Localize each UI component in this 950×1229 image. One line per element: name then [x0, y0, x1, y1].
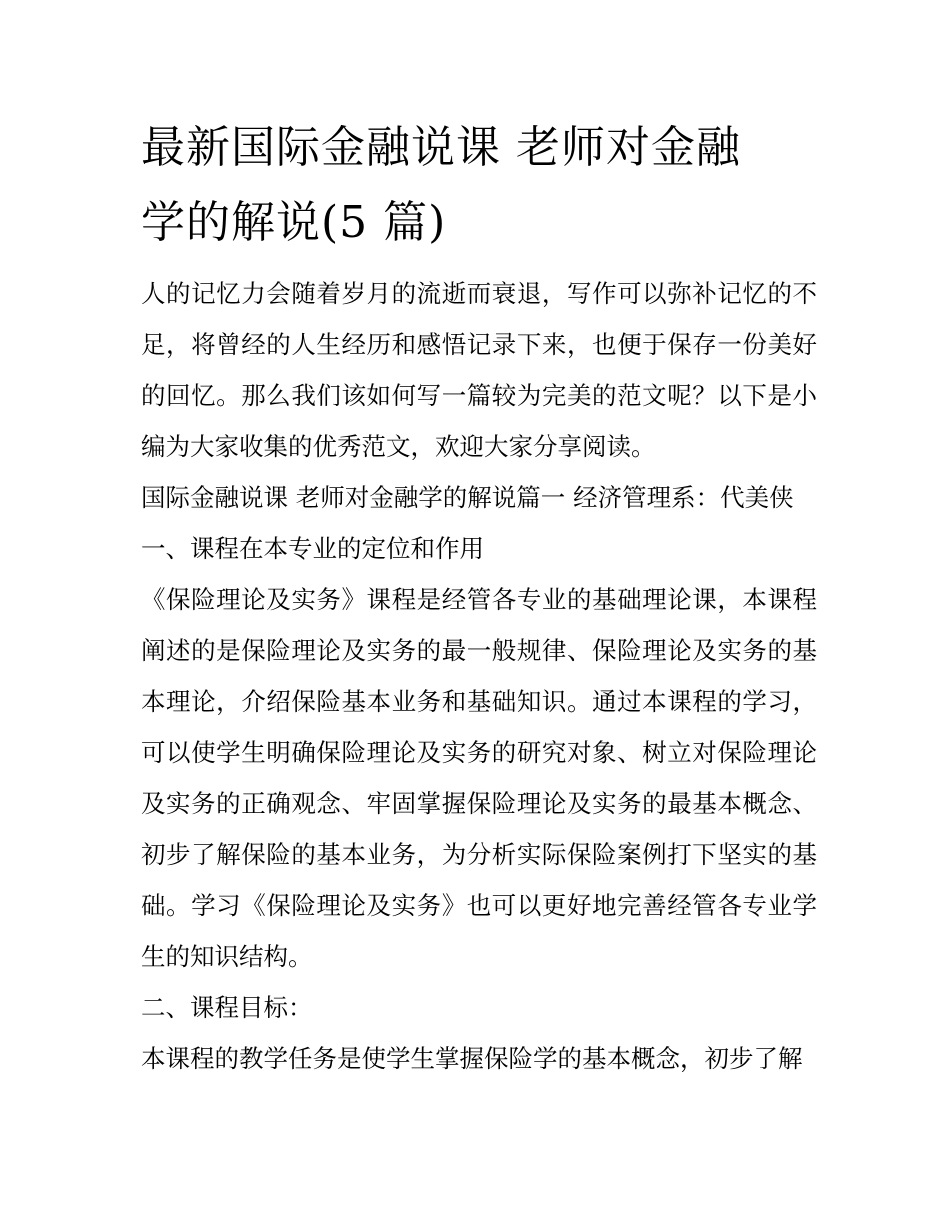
title-line-1: 最新国际金融说课 老师对金融	[141, 122, 741, 173]
course-description-paragraph: 《保险理论及实务》课程是经管各专业的基础理论课，本课程阐述的是保险理论及实务的最一般规律、保险理论及实务的基本理论，介绍保险基本业务和基础知识。通过本课程的学习，可以使学生明确保险理论及实务的研究对象、树立对保险理论及实务的正确观念、牢固掌握保险理论及实务的最基本概念、初步了解保险的基本业务，为分析实际保险案例打下坚实的基础。学习《保险理论及实务》也可以更好地完善经管各专业学生的知识结构。	[141, 585, 817, 971]
document-page	[141, 110, 817, 1084]
heading-course-goals: 二、课程目标：	[141, 993, 313, 1022]
heading-course-position: 一、课程在本专业的定位和作用	[141, 534, 484, 563]
title-line-2: 学的解说(5 篇)	[141, 197, 447, 248]
course-goals-paragraph: 本课程的教学任务是使学生掌握保险学的基本概念，初步了解	[141, 1044, 803, 1073]
document-title	[141, 110, 817, 260]
section-header-line: 国际金融说课 老师对金融学的解说篇一 经济管理系：代美侠	[141, 483, 794, 512]
intro-paragraph: 人的记忆力会随着岁月的流逝而衰退，写作可以弥补记忆的不足，将曾经的人生经历和感悟记录下来，也便于保存一份美好的回忆。那么我们该如何写一篇较为完美的范文呢？以下是小编为大家收集的优秀范文，欢迎大家分享阅读。	[141, 279, 817, 461]
